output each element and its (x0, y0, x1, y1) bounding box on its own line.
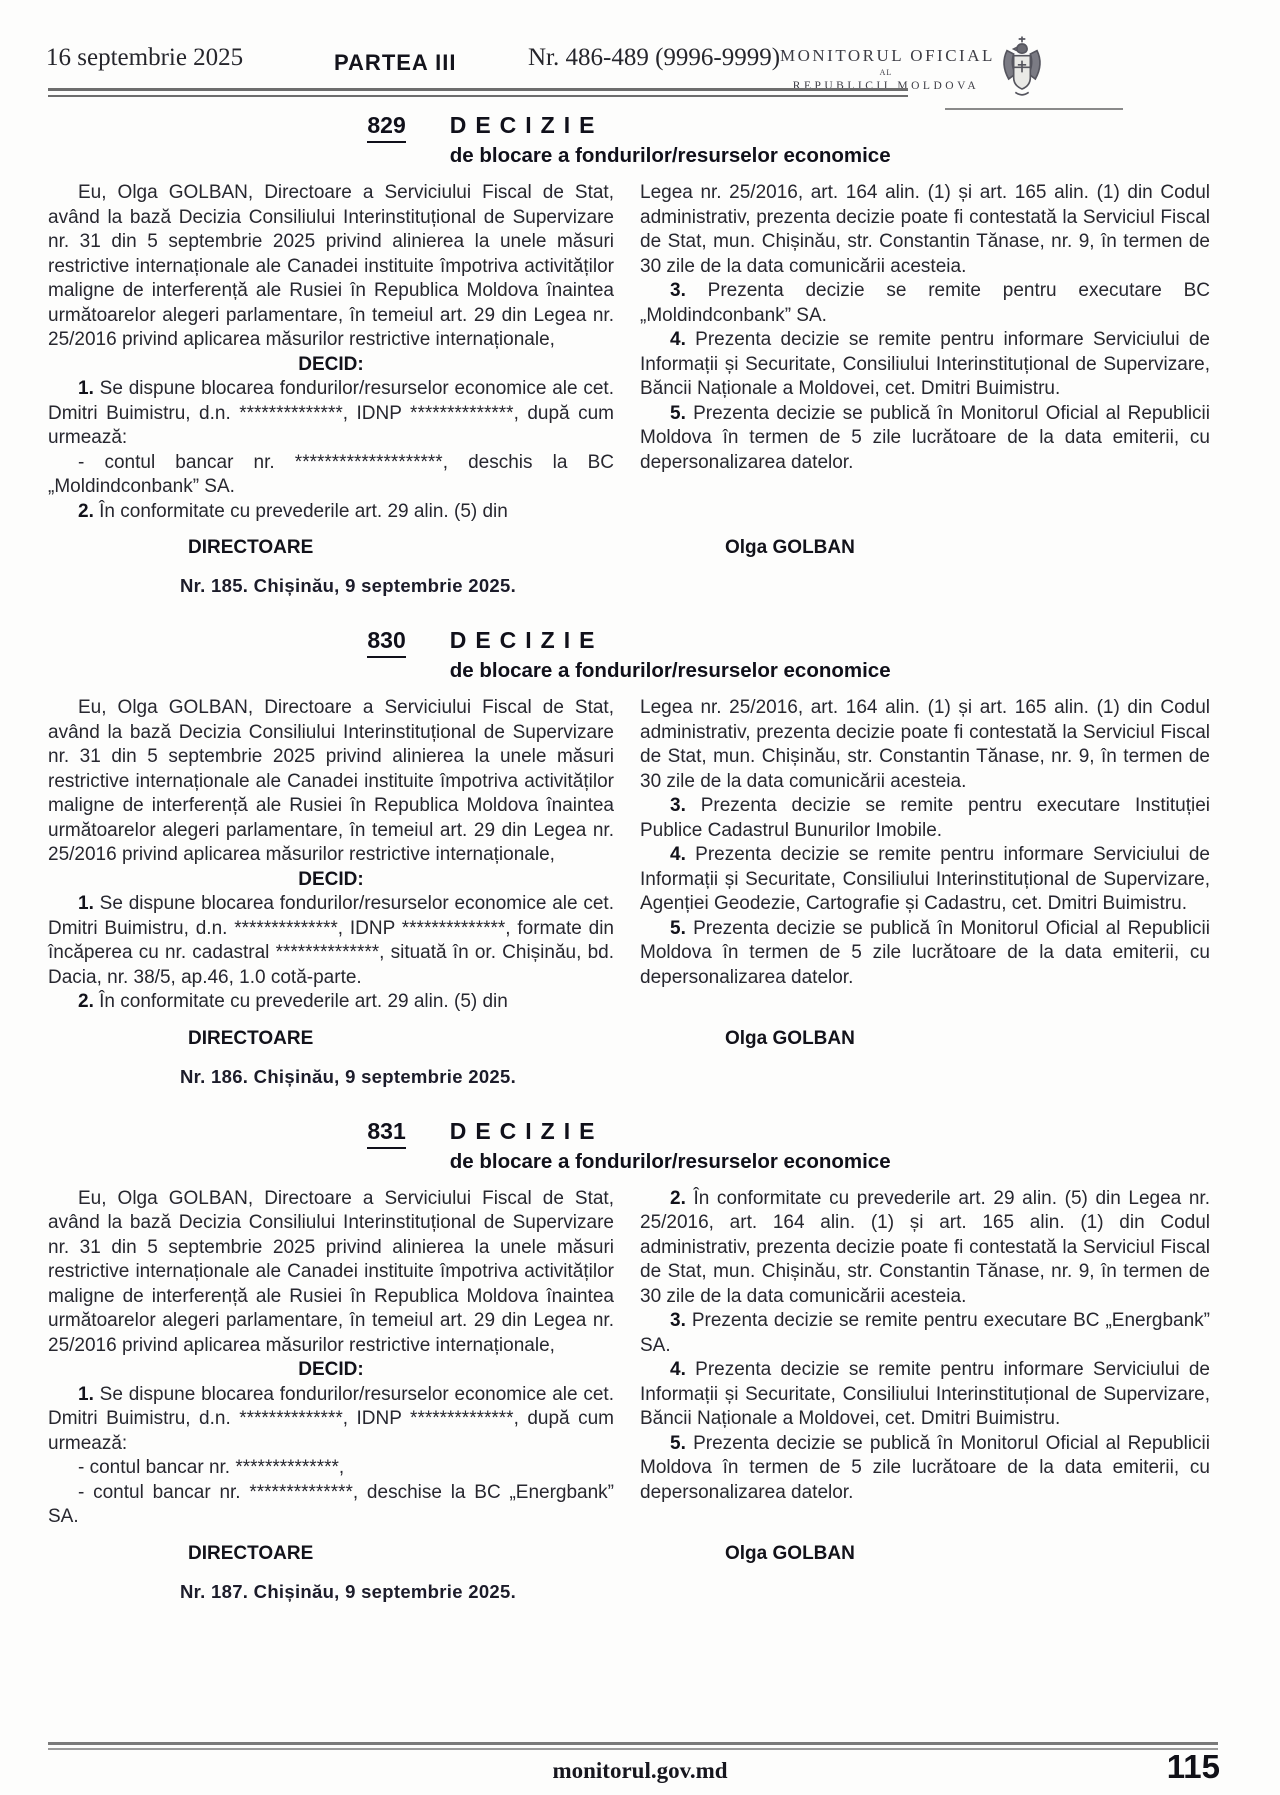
paragraph: 5. Prezenta decizie se publică în Monitorul Oficial al Republicii Moldova în termen de 5 zile lucrătoare de la data emiterii, cu depersonalizarea datelor. (640, 402, 1211, 473)
decision-subtitle: de blocare a fondurilor/resurselor economice (449, 144, 891, 167)
masthead-title: MONITORUL OFICIAL (780, 46, 995, 65)
paragraph: 3. Prezenta decizie se remite pentru executare BC „Moldindconbank” SA. (640, 280, 1210, 326)
decid-heading: DECID: (298, 1359, 364, 1380)
paragraph: 1. Se dispune blocarea fondurilor/resurselor economice ale cet. Dmitri Buimistru, d.n. **************, IDNP **************, după cum urmează: (48, 1383, 614, 1454)
paragraph: 4. Prezenta decizie se remite pentru informare Serviciului de Informații și Securitate, Consiliului Interinstituțional de Supervizare, Băncii Naționale a Moldovei, cet. Dmitri Buimistru. (640, 329, 1210, 399)
decision-subtitle: de blocare a fondurilor/resurselor economice (449, 659, 891, 682)
paragraph: 4. Prezenta decizie se remite pentru informare Serviciului de Informații și Securitate, Consiliului Interinstituțional de Supervizare, Băncii Naționale a Moldovei, cet. Dmitri Buimistru. (640, 1359, 1210, 1429)
decision-date-line: Nr. 186. Chișinău, 9 septembrie 2025. (180, 1065, 517, 1087)
decision-title: DECIZIE (449, 112, 604, 138)
decision-830 (48, 627, 1210, 1088)
decision-number: 830 (367, 627, 405, 658)
decision-title-group (450, 627, 891, 683)
decision-date-line: Nr. 187. Chișinău, 9 septembrie 2025. (180, 1580, 517, 1602)
signature-role: DIRECTOARE (188, 1542, 314, 1564)
left-column (48, 1187, 614, 1530)
paragraph: - contul bancar nr. **************, (78, 1457, 345, 1478)
signature-role: DIRECTOARE (188, 1027, 314, 1049)
signature-name: Olga GOLBAN (725, 537, 855, 558)
right-column (640, 696, 1210, 1015)
paragraph: 5. Prezenta decizie se publică în Monitorul Oficial al Republicii Moldova în termen de 5 zile lucrătoare de la data emiterii, cu depersonalizarea datelor. (640, 1432, 1211, 1503)
moldova-coat-of-arms-icon (997, 34, 1047, 104)
header-divider (48, 88, 908, 97)
decision-columns (48, 696, 1210, 1015)
signature-role: DIRECTOARE (188, 537, 314, 558)
masthead-al: AL (879, 68, 893, 77)
footer-divider (48, 1742, 1218, 1750)
decision-title-row (48, 112, 1210, 168)
paragraph: 2. În conformitate cu prevederile art. 29 alin. (5) din (78, 991, 508, 1012)
paragraph: 2. În conformitate cu prevederile art. 29 alin. (5) din (78, 500, 508, 522)
paragraph: 3. Prezenta decizie se remite pentru executare BC „Energbank” SA. (640, 1310, 1210, 1356)
decision-831 (48, 1118, 1210, 1603)
signature-row (48, 1543, 1210, 1565)
paragraph: 4. Prezenta decizie se remite pentru informare Serviciului de Informații și Securitate, Consiliului Interinstituțional de Supervizare, Agenției Geodezie, Cartografie și Cadastru, cet. Dmitri Buimistru. (640, 844, 1210, 914)
header-part-label: PARTEA III (334, 50, 457, 75)
signature-row (48, 1028, 1210, 1050)
decision-829 (48, 112, 1210, 597)
left-column (48, 696, 614, 1015)
footer-page-number: 115 (1166, 1748, 1220, 1785)
paragraph: 2. În conformitate cu prevederile art. 29 alin. (5) din Legea nr. 25/2016, art. 164 alin. (1) și art. 165 alin. (1) din Codul administrativ, prezenta decizie poate fi contestată la Serviciul Fiscal de Stat, mun. Chișinău, str. Constantin Tănase, nr. 9, în termen de 30 zile de la data comunicării acesteia. (640, 1187, 1210, 1307)
decision-title-row (48, 1118, 1210, 1174)
signature-row (48, 537, 1210, 559)
signature-name: Olga GOLBAN (725, 1542, 855, 1564)
masthead-divider (945, 108, 1123, 110)
decisions-list (48, 112, 1210, 1633)
paragraph: 1. Se dispune blocarea fondurilor/resurselor economice ale cet. Dmitri Buimistru, d.n. **************, IDNP **************, după cum urmează: (48, 378, 614, 448)
decision-columns (48, 1187, 1210, 1530)
decid-heading: DECID: (298, 353, 364, 375)
masthead (780, 46, 995, 92)
decision-number: 831 (367, 1118, 405, 1149)
decision-title: DECIZIE (449, 627, 604, 653)
header-date: 16 septembrie 2025 (46, 44, 244, 71)
paragraph: 1. Se dispune blocarea fondurilor/resurselor economice ale cet. Dmitri Buimistru, d.n. **************, IDNP **************, formate din încăperea cu nr. cadastral **************, situată în or. Chișinău, bd. Dacia, nr. 38/5, ap.46, 1.0 cotă-parte. (48, 893, 614, 988)
paragraph: Legea nr. 25/2016, art. 164 alin. (1) și art. 165 alin. (1) din Codul administrativ, prezenta decizie poate fi contestată la Serviciul Fiscal de Stat, mun. Chișinău, str. Constantin Tănase, nr. 9, în termen de 30 zile de la data comunicării acesteia. (640, 697, 1210, 792)
decision-number: 829 (367, 112, 405, 143)
masthead-subtitle: REPUBLICII MOLDOVA (792, 80, 980, 92)
paragraph: Eu, Olga GOLBAN, Directoare a Serviciului Fiscal de Stat, având la bază Decizia Consiliului Interinstituțional de Supervizare nr. 31 din 5 septembrie 2025 privind alinierea la unele măsuri restrictive internaționale ale Canadei instituite împotriva activităților maligne de interferență ale Rusiei în Republica Moldova înaintea următoarelor alegeri parlamentare, în temeiul art. 29 din Legea nr. 25/2016 privind aplicarea măsurilor restrictive internaționale, (48, 697, 614, 865)
paragraph: 5. Prezenta decizie se publică în Monitorul Oficial al Republicii Moldova în termen de 5 zile lucrătoare de la data emiterii, cu depersonalizarea datelor. (640, 917, 1211, 988)
paragraph: Eu, Olga GOLBAN, Directoare a Serviciului Fiscal de Stat, având la bază Decizia Consiliului Interinstituțional de Supervizare nr. 31 din 5 septembrie 2025 privind alinierea la unele măsuri restrictive internaționale ale Canadei instituite împotriva activităților maligne de interferență ale Rusiei în Republica Moldova înaintea următoarelor alegeri parlamentare, în temeiul art. 29 din Legea nr. 25/2016 privind aplicarea măsurilor restrictive internaționale, (48, 1187, 614, 1356)
decision-title-group (450, 1118, 891, 1174)
footer-website: monitorul.gov.md (552, 1758, 728, 1783)
right-column (640, 181, 1210, 524)
decision-columns (48, 181, 1210, 524)
decision-subtitle: de blocare a fondurilor/resurselor economice (449, 1149, 891, 1173)
header-issue-number: Nr. 486-489 (9996-9999) (528, 44, 781, 71)
paragraph: Eu, Olga GOLBAN, Directoare a Serviciului Fiscal de Stat, având la bază Decizia Consiliului Interinstituțional de Supervizare nr. 31 din 5 septembrie 2025 privind alinierea la unele măsuri restrictive internaționale ale Canadei instituite împotriva activităților maligne de interferență ale Rusiei în Republica Moldova înaintea următoarelor alegeri parlamentare, în temeiul art. 29 din Legea nr. 25/2016 privind aplicarea măsurilor restrictive internaționale, (48, 182, 614, 350)
decision-title-group (450, 112, 891, 168)
signature-name: Olga GOLBAN (725, 1027, 855, 1049)
decision-title-row (48, 627, 1210, 683)
right-column (640, 1187, 1210, 1530)
left-column (48, 181, 614, 524)
decision-date-line: Nr. 185. Chișinău, 9 septembrie 2025. (180, 575, 517, 596)
paragraph: Legea nr. 25/2016, art. 164 alin. (1) și art. 165 alin. (1) din Codul administrativ, prezenta decizie poate fi contestată la Serviciul Fiscal de Stat, mun. Chișinău, str. Constantin Tănase, nr. 9, în termen de 30 zile de la data comunicării acesteia. (640, 182, 1210, 277)
paragraph: - contul bancar nr. ********************, deschis la BC „Moldindconbank” SA. (48, 451, 614, 497)
decid-heading: DECID: (298, 868, 364, 890)
paragraph: - contul bancar nr. **************, deschise la BC „Energbank” SA. (48, 1481, 614, 1527)
paragraph: 3. Prezenta decizie se remite pentru executare Instituției Publice Cadastrul Bunurilor Imobile. (640, 795, 1210, 841)
decision-title: DECIZIE (449, 1117, 604, 1144)
